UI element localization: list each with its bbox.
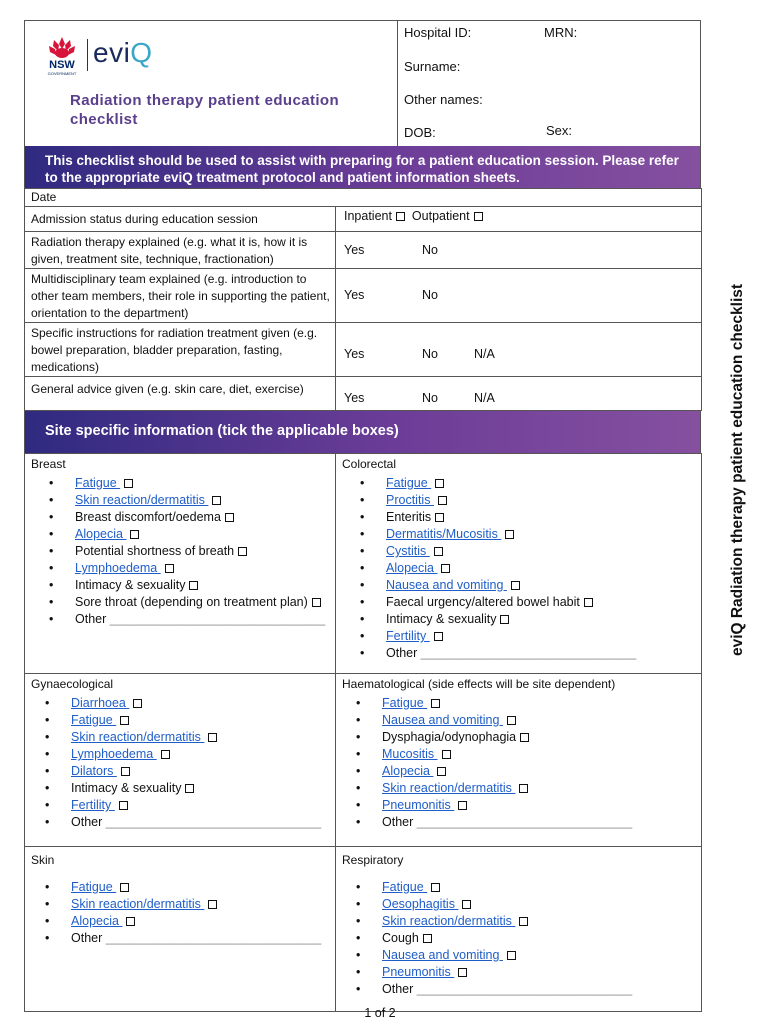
other-label: Other <box>386 646 418 660</box>
item-checkbox[interactable] <box>507 716 516 725</box>
checklist-item <box>342 964 697 981</box>
nsw-eviq-logo <box>43 35 183 77</box>
checklist-item <box>31 763 331 780</box>
checklist-item <box>31 746 331 763</box>
item-checkbox[interactable] <box>435 513 444 522</box>
item-checkbox[interactable] <box>120 883 129 892</box>
nsw-waratah-icon <box>43 35 81 77</box>
item-checkbox[interactable] <box>441 564 450 573</box>
item-checkbox[interactable] <box>423 934 432 943</box>
item-link[interactable]: Pneumonitis <box>382 965 455 979</box>
item-checkbox[interactable] <box>500 615 509 624</box>
checklist-item <box>31 896 331 913</box>
item-label: Faecal urgency/altered bowel habit <box>386 595 580 609</box>
item-checkbox[interactable] <box>133 699 142 708</box>
colorectal-items <box>342 475 697 662</box>
checklist-item <box>342 729 697 746</box>
logo-divider <box>87 39 88 71</box>
item-link[interactable]: Alopecia <box>75 527 127 541</box>
other-blank-line[interactable]: _______________________________ <box>420 646 637 660</box>
item-link[interactable]: Fatigue <box>71 713 117 727</box>
no-option[interactable]: No <box>422 288 438 302</box>
checklist-item <box>342 475 697 492</box>
checklist-item <box>31 729 331 746</box>
checklist-item <box>342 492 697 509</box>
item-link[interactable]: Nausea and vomiting <box>382 713 503 727</box>
other-label: Other <box>382 815 414 829</box>
page-number: 1 of 2 <box>364 1006 396 1020</box>
item-link[interactable]: Skin reaction/dermatitis <box>382 914 516 928</box>
item-link[interactable]: Alopecia <box>386 561 438 575</box>
item-checkbox[interactable] <box>458 968 467 977</box>
other-item[interactable] <box>31 814 331 831</box>
item-checkbox[interactable] <box>434 547 443 556</box>
item-link[interactable]: Fatigue <box>75 476 121 490</box>
item-link[interactable]: Skin reaction/dermatitis <box>382 781 516 795</box>
item-checkbox[interactable] <box>161 750 170 759</box>
other-item[interactable] <box>342 981 697 998</box>
general-row-3-answers <box>336 323 702 377</box>
other-item[interactable] <box>342 645 697 662</box>
checklist-sheet <box>24 20 701 1012</box>
na-option[interactable]: N/A <box>474 391 495 405</box>
item-link[interactable]: Dermatitis/Mucositis <box>386 527 502 541</box>
item-label: Enteritis <box>386 510 432 524</box>
general-table <box>24 188 702 411</box>
item-link[interactable]: Nausea and vomiting <box>382 948 503 962</box>
item-checkbox[interactable] <box>505 530 514 539</box>
checklist-item <box>342 913 697 930</box>
item-link[interactable]: Skin reaction/dermatitis <box>71 730 205 744</box>
item-checkbox[interactable] <box>434 632 443 641</box>
item-checkbox[interactable] <box>442 750 451 759</box>
other-item[interactable] <box>342 814 697 831</box>
item-link[interactable]: Fatigue <box>382 880 428 894</box>
checklist-item <box>342 560 697 577</box>
item-checkbox[interactable] <box>212 496 221 505</box>
surname-field: Surname: <box>404 59 461 74</box>
checklist-item <box>342 879 697 896</box>
no-option[interactable]: No <box>422 242 438 257</box>
eviq-brand <box>93 37 153 69</box>
eviq-brand-text: eviQ <box>93 37 153 68</box>
other-blank-line[interactable]: _______________________________ <box>105 815 322 829</box>
item-link[interactable]: Dilators <box>71 764 117 778</box>
item-label: Dysphagia/odynophagia <box>382 730 517 744</box>
item-link[interactable]: Lymphoedema <box>75 561 161 575</box>
item-link[interactable]: Fatigue <box>71 880 117 894</box>
item-link[interactable]: Cystitis <box>386 544 430 558</box>
na-option[interactable]: N/A <box>474 347 495 361</box>
item-checkbox[interactable] <box>437 767 446 776</box>
checklist-item <box>342 509 697 526</box>
site-title-respiratory: Respiratory <box>342 853 404 867</box>
site-colorectal <box>336 454 702 674</box>
admission-label: Admission status during education session <box>25 207 336 232</box>
site-title-gynaecological: Gynaecological <box>31 677 114 691</box>
item-link[interactable]: Proctitis <box>386 493 434 507</box>
gynaecological-items <box>31 695 331 831</box>
checklist-item <box>31 594 331 611</box>
other-item[interactable] <box>31 611 331 628</box>
checklist-item <box>31 475 331 492</box>
item-label: Breast discomfort/oedema <box>75 510 221 524</box>
site-title-colorectal: Colorectal <box>342 457 397 471</box>
item-link[interactable]: Diarrhoea <box>71 696 130 710</box>
site-respiratory <box>336 847 702 1012</box>
item-link[interactable]: Alopecia <box>382 764 434 778</box>
item-checkbox[interactable] <box>208 900 217 909</box>
other-label: Other <box>71 815 103 829</box>
checklist-item <box>342 577 697 594</box>
site-skin <box>25 847 336 1012</box>
yes-option[interactable]: Yes <box>344 242 365 257</box>
other-blank-line[interactable]: _______________________________ <box>109 612 326 626</box>
item-checkbox[interactable] <box>312 598 321 607</box>
item-checkbox[interactable] <box>431 883 440 892</box>
side-title <box>728 250 748 690</box>
general-row-2: Multidisciplinary team explained (e.g. introduction to other team members, their role in supporting the patient, orientation to the department) <box>25 269 336 323</box>
item-link[interactable]: Fatigue <box>386 476 432 490</box>
dob-field: DOB: <box>404 125 436 140</box>
checklist-item <box>31 797 331 814</box>
item-label: Sore throat (depending on treatment plan) <box>75 595 308 609</box>
item-link[interactable]: Skin reaction/dermatitis <box>71 897 205 911</box>
item-link[interactable]: Mucositis <box>382 747 438 761</box>
checklist-item <box>342 628 697 645</box>
item-checkbox[interactable] <box>520 733 529 742</box>
sex-field: Sex: <box>546 123 573 138</box>
item-checkbox[interactable] <box>124 479 133 488</box>
checklist-item <box>342 611 697 628</box>
document-title: Radiation therapy patient education checklist <box>70 92 340 128</box>
checklist-item <box>342 797 697 814</box>
item-checkbox[interactable] <box>519 917 528 926</box>
other-blank-line[interactable]: _______________________________ <box>105 931 322 945</box>
inpatient-checkbox[interactable] <box>396 212 405 221</box>
item-checkbox[interactable] <box>584 598 593 607</box>
other-blank-line[interactable]: _______________________________ <box>416 815 633 829</box>
checklist-item <box>342 594 697 611</box>
respiratory-items <box>342 879 697 998</box>
checklist-item <box>342 746 697 763</box>
other-names-field: Other names: <box>404 92 483 107</box>
item-checkbox[interactable] <box>462 900 471 909</box>
general-row-1-answers <box>336 232 702 269</box>
item-checkbox[interactable] <box>438 496 447 505</box>
checklist-item <box>31 712 331 729</box>
checklist-item <box>31 509 331 526</box>
item-checkbox[interactable] <box>458 801 467 810</box>
side-title-text: eviQ Radiation therapy patient education checklist <box>729 283 746 657</box>
item-label: Intimacy & sexuality <box>75 578 186 592</box>
site-table <box>24 453 702 1012</box>
site-title-haematological: Haematological (side effects will be site dependent) <box>342 677 616 691</box>
general-row-1: Radiation therapy explained (e.g. what it is, how it is given, treatment site, technique, fractionation) <box>25 232 336 269</box>
site-gynaecological <box>25 674 336 847</box>
item-checkbox[interactable] <box>126 917 135 926</box>
item-label: Intimacy & sexuality <box>386 612 497 626</box>
checklist-item <box>31 913 331 930</box>
item-checkbox[interactable] <box>225 513 234 522</box>
item-checkbox[interactable] <box>120 716 129 725</box>
site-title-skin: Skin <box>31 853 55 867</box>
hospital-id-field: Hospital ID: <box>404 25 472 40</box>
item-checkbox[interactable] <box>238 547 247 556</box>
checklist-item <box>342 526 697 543</box>
item-link[interactable]: Alopecia <box>71 914 123 928</box>
item-label: Potential shortness of breath <box>75 544 235 558</box>
checklist-item <box>31 543 331 560</box>
checklist-item <box>31 695 331 712</box>
item-checkbox[interactable] <box>185 784 194 793</box>
other-label: Other <box>71 931 103 945</box>
checklist-item <box>342 896 697 913</box>
item-checkbox[interactable] <box>119 801 128 810</box>
yes-option[interactable]: Yes <box>344 347 365 361</box>
intro-banner: This checklist should be used to assist with preparing for a patient education session. Please refer to the appropriate eviQ treatment protocol and patient information sheets. <box>24 146 701 188</box>
general-row-4: General advice given (e.g. skin care, diet, exercise) <box>25 377 336 411</box>
item-link[interactable]: Pneumonitis <box>382 798 455 812</box>
item-link[interactable]: Fertility <box>71 798 115 812</box>
checklist-item <box>31 526 331 543</box>
item-checkbox[interactable] <box>511 581 520 590</box>
checklist-item <box>342 930 697 947</box>
item-label: Intimacy & sexuality <box>71 781 182 795</box>
item-link[interactable]: Nausea and vomiting <box>386 578 507 592</box>
yes-option[interactable]: Yes <box>344 391 365 405</box>
checklist-item <box>31 577 331 594</box>
site-breast <box>25 454 336 674</box>
item-label: Cough <box>382 931 419 945</box>
admission-options <box>336 207 702 232</box>
item-checkbox[interactable] <box>507 951 516 960</box>
checklist-item <box>342 947 697 964</box>
checklist-item <box>31 560 331 577</box>
checklist-item <box>31 879 331 896</box>
patient-details <box>397 21 701 147</box>
checklist-item <box>342 543 697 560</box>
header-left <box>25 21 397 147</box>
item-checkbox[interactable] <box>208 733 217 742</box>
general-row-4-answers <box>336 377 702 411</box>
other-item[interactable] <box>31 930 331 947</box>
item-checkbox[interactable] <box>165 564 174 573</box>
mrn-field: MRN: <box>544 25 578 40</box>
no-option[interactable]: No <box>422 391 438 405</box>
item-checkbox[interactable] <box>189 581 198 590</box>
checklist-item <box>342 712 697 729</box>
outpatient-label: Outpatient <box>411 209 470 223</box>
other-blank-line[interactable]: _______________________________ <box>416 982 633 996</box>
other-label: Other <box>75 612 107 626</box>
item-link[interactable]: Oesophagitis <box>382 897 459 911</box>
nsw-logo-subtext: GOVERNMENT <box>47 71 77 76</box>
breast-items <box>31 475 331 628</box>
item-link[interactable]: Lymphoedema <box>71 747 157 761</box>
general-row-3: Specific instructions for radiation treatment given (e.g. bowel preparation, bladder preparation, fasting, medications) <box>25 323 336 377</box>
checklist-item <box>31 492 331 509</box>
outpatient-checkbox[interactable] <box>474 212 483 221</box>
header <box>24 20 701 146</box>
item-checkbox[interactable] <box>121 767 130 776</box>
item-checkbox[interactable] <box>435 479 444 488</box>
checklist-item <box>342 763 697 780</box>
site-banner: Site specific information (tick the applicable boxes) <box>24 411 701 453</box>
checklist-item <box>342 695 697 712</box>
item-checkbox[interactable] <box>519 784 528 793</box>
item-link[interactable]: Fatigue <box>382 696 428 710</box>
checklist-item <box>342 780 697 797</box>
date-label: Date <box>31 190 57 204</box>
haematological-items <box>342 695 697 831</box>
checklist-item <box>31 780 331 797</box>
no-option[interactable]: No <box>422 347 438 361</box>
item-checkbox[interactable] <box>130 530 139 539</box>
yes-option[interactable]: Yes <box>344 288 365 302</box>
skin-items <box>31 879 331 947</box>
nsw-logo-text: NSW <box>49 59 75 71</box>
site-title-breast: Breast <box>31 457 66 471</box>
date-row <box>25 189 702 207</box>
other-label: Other <box>382 982 414 996</box>
site-haematological <box>336 674 702 847</box>
item-checkbox[interactable] <box>431 699 440 708</box>
inpatient-label: Inpatient <box>344 209 392 223</box>
item-link[interactable]: Skin reaction/dermatitis <box>75 493 209 507</box>
item-link[interactable]: Fertility <box>386 629 430 643</box>
general-row-2-answers <box>336 269 702 323</box>
